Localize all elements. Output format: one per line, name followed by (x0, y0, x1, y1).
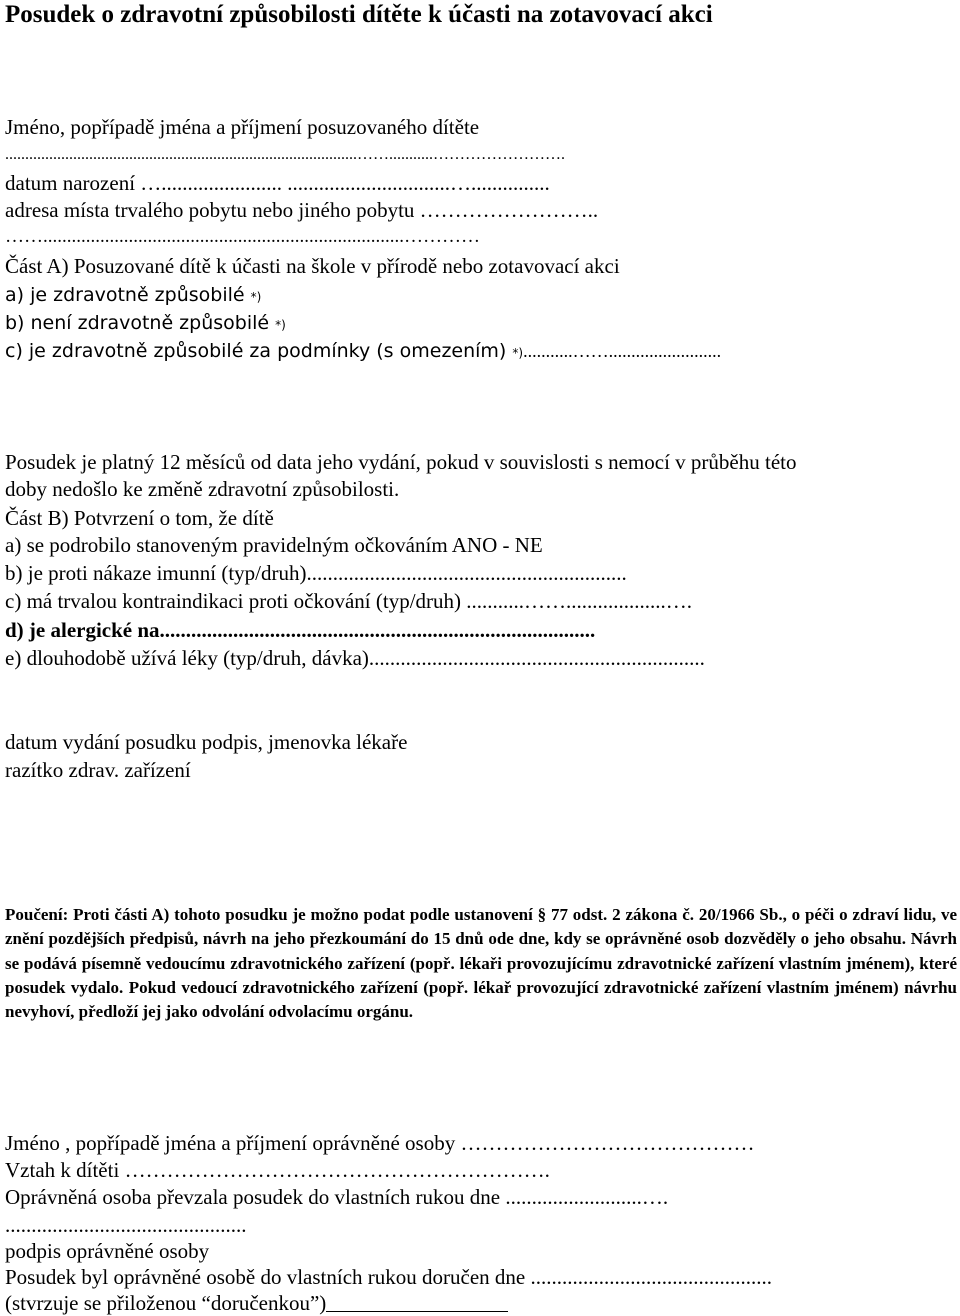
issue-stamp: razítko zdrav. zařízení (5, 758, 191, 782)
delivered-dots: .............................................. (530, 1265, 772, 1289)
item-d-dots: ................................................................................... (159, 618, 596, 642)
relation-line: Vztah k dítěti ……………………………………………………. (5, 1158, 550, 1182)
footnote-mark: *) (512, 346, 524, 360)
confirm-line: (stvrzuje se přiloženou “doručenkou”) (5, 1290, 508, 1316)
address-dots: …………………….. (419, 198, 599, 222)
item-b-dots: ............................................................. (306, 561, 627, 585)
footnote-mark: *) (275, 318, 286, 332)
option-c-dots: ...........……......................... (523, 341, 722, 361)
part-a-option-c: c) je zdravotně způsobilé za podmínky (s omezením) *)...........……......................... (5, 340, 722, 362)
part-a-heading: Část A) Posuzované dítě k účasti na škole v přírodě nebo zotavovací akci (5, 254, 620, 278)
authorized-name-line: Jméno , popřípadě jména a příjmení oprávněné osoby …………………………………… (5, 1131, 755, 1155)
part-b-item-c: c) má trvalou kontraindikaci proti očkování (typ/druh) ...........……...................…. (5, 589, 693, 613)
part-a-option-a: a) je zdravotně způsobilé *) (5, 284, 262, 306)
part-a-option-b: b) není zdravotně způsobilé *) (5, 312, 286, 334)
child-name-label: Jméno, popřípadě jména a příjmení posuzovaného dítěte (5, 115, 480, 139)
received-dots: ..........................…. (505, 1185, 669, 1209)
child-address-line (5, 197, 598, 223)
child-name-dots: ........................................................................................……...........……………………. (5, 146, 565, 163)
child-birth-line (5, 170, 550, 196)
authorized-name-dots: …………………………………… (460, 1131, 755, 1155)
part-b-heading: Část B) Potvrzení o tom, že dítě (5, 506, 274, 530)
item-c-dots: ...........……...................…. (466, 589, 693, 613)
signature-underline (326, 1293, 508, 1312)
delivered-line: Posudek byl oprávněné osobě do vlastních rukou doručen dne .............................................. (5, 1265, 772, 1289)
address-label: adresa místa trvalého pobytu nebo jiného pobytu (5, 198, 415, 222)
part-b-item-b: b) je proti nákaze imunní (typ/druh)............................................................. (5, 561, 627, 585)
received-line: Oprávněná osoba převzala posudek do vlastních rukou dne ..........................…. (5, 1185, 669, 1209)
part-b-item-d: d) je alergické na................................................................................... (5, 618, 596, 642)
signature-label: podpis oprávněné osoby (5, 1239, 210, 1263)
birth-date-dots: …....................... ...............................…............... (140, 171, 550, 195)
legal-notice: Poučení: Proti části A) tohoto posudku je možno podat podle ustanovení § 77 odst. 2 zákona č. 20/1966 Sb., o péči o zdraví lidu, ve znění pozdějších předpisů, návrh na jeho přezkoumání do 15 dnů ode dne, kdy se oprávněné osob dozvěděly o jeho obsahu. Návrh se podává písemně vedoucímu zdravotnického zařízení (popř. lékaři provozujícímu zdravotnické zařízení vlastním jménem), které posudek vydalo. Pokud vedoucí zdravotnického zařízení (popř. lékař provozující zdravotnické zařízení vlastním jménem) návrhu nevyhoví, předloží jej jako odvolání odvolacímu orgánu. (5, 905, 957, 1022)
received-dots-continued: .............................................. (5, 1213, 247, 1237)
birth-date-label: datum narození (5, 171, 136, 195)
address-dots-continued: ……............................................................................………… (5, 226, 480, 247)
item-e-dots: ................................................................ (368, 646, 705, 670)
document-title: Posudek o zdravotní způsobilosti dítěte k účasti na zotavovací akci (5, 1, 713, 28)
part-b-item-a: a) se podrobilo stanoveným pravidelným očkováním ANO - NE (5, 533, 543, 557)
part-b-item-e: e) dlouhodobě užívá léky (typ/druh, dávka)................................................................ (5, 646, 705, 670)
validity-line-2: doby nedošlo ke změně zdravotní způsobilosti. (5, 477, 400, 501)
issue-date-signature: datum vydání posudku podpis, jmenovka lékaře (5, 730, 408, 754)
relation-dots: ……………………………………………………. (124, 1158, 550, 1182)
footnote-mark: *) (250, 290, 262, 304)
validity-line-1: Posudek je platný 12 měsíců od data jeho vydání, pokud v souvislosti s nemocí v průběhu této (5, 450, 797, 474)
